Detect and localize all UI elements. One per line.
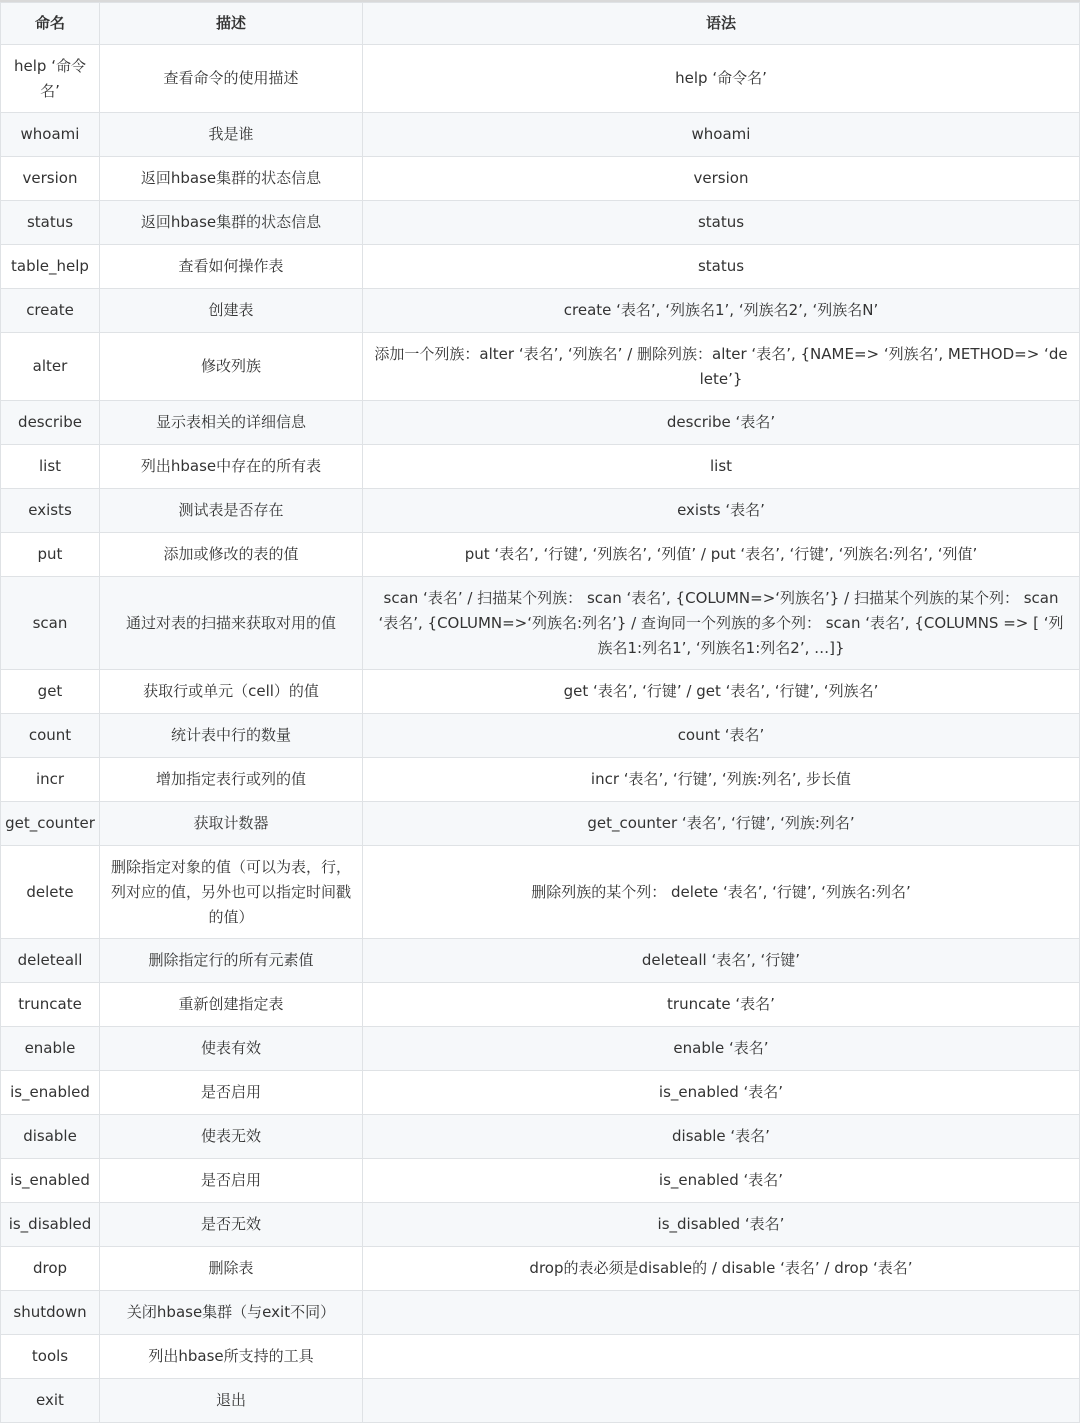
cell-syntax: count ‘表名’	[363, 714, 1080, 758]
table-row	[1, 245, 1080, 289]
cell-command-name: get_counter	[1, 802, 100, 846]
table-row	[1, 802, 1080, 846]
cell-description: 显示表相关的详细信息	[100, 401, 363, 445]
table-row	[1, 45, 1080, 113]
header-name: 命名	[1, 3, 100, 45]
cell-command-name: version	[1, 157, 100, 201]
cell-syntax: is_enabled ‘表名’	[363, 1071, 1080, 1115]
cell-syntax: create ‘表名’, ‘列族名1’, ‘列族名2’, ‘列族名N’	[363, 289, 1080, 333]
table-row	[1, 670, 1080, 714]
table-row	[1, 1291, 1080, 1335]
table-row	[1, 533, 1080, 577]
cell-syntax: scan ‘表名’ / 扫描某个列族： scan ‘表名’, {COLUMN=>‘列族名’} / 扫描某个列族的某个列： scan ‘表名’, {COLUMN=>‘列族名:列名’} / 查询同一个列族的多个列： scan ‘表名’, {COLUMNS => [ ‘列族名1:列名1’, ‘列族名1:列名2’, …]}	[363, 577, 1080, 670]
cell-command-name: deleteall	[1, 939, 100, 983]
cell-command-name: create	[1, 289, 100, 333]
cell-description: 查看命令的使用描述	[100, 45, 363, 113]
cell-description: 退出	[100, 1379, 363, 1423]
cell-command-name: tools	[1, 1335, 100, 1379]
table-row	[1, 1247, 1080, 1291]
cell-command-name: alter	[1, 333, 100, 401]
cell-command-name: put	[1, 533, 100, 577]
header-description: 描述	[100, 3, 363, 45]
cell-syntax: incr ‘表名’, ‘行键’, ‘列族:列名’, 步长值	[363, 758, 1080, 802]
cell-description: 通过对表的扫描来获取对用的值	[100, 577, 363, 670]
cell-description: 列出hbase中存在的所有表	[100, 445, 363, 489]
cell-description: 返回hbase集群的状态信息	[100, 157, 363, 201]
cell-command-name: get	[1, 670, 100, 714]
table-row	[1, 333, 1080, 401]
cell-command-name: status	[1, 201, 100, 245]
table-row	[1, 489, 1080, 533]
cell-command-name: shutdown	[1, 1291, 100, 1335]
cell-syntax: help ‘命令名’	[363, 45, 1080, 113]
cell-description: 添加或修改的表的值	[100, 533, 363, 577]
cell-description: 修改列族	[100, 333, 363, 401]
cell-syntax: enable ‘表名’	[363, 1027, 1080, 1071]
cell-syntax: exists ‘表名’	[363, 489, 1080, 533]
table-row	[1, 289, 1080, 333]
cell-description: 统计表中行的数量	[100, 714, 363, 758]
table-row	[1, 201, 1080, 245]
cell-description: 测试表是否存在	[100, 489, 363, 533]
table-row	[1, 1159, 1080, 1203]
table-row	[1, 1379, 1080, 1423]
cell-description: 是否无效	[100, 1203, 363, 1247]
cell-syntax: status	[363, 245, 1080, 289]
cell-command-name: exists	[1, 489, 100, 533]
cell-command-name: whoami	[1, 113, 100, 157]
cell-description: 删除指定行的所有元素值	[100, 939, 363, 983]
cell-command-name: describe	[1, 401, 100, 445]
cell-description: 关闭hbase集群（与exit不同）	[100, 1291, 363, 1335]
cell-description: 是否启用	[100, 1071, 363, 1115]
table-header-row	[1, 3, 1080, 45]
cell-description: 删除表	[100, 1247, 363, 1291]
cell-syntax: is_enabled ‘表名’	[363, 1159, 1080, 1203]
table-row	[1, 846, 1080, 939]
cell-description: 获取行或单元（cell）的值	[100, 670, 363, 714]
cell-command-name: drop	[1, 1247, 100, 1291]
cell-command-name: table_help	[1, 245, 100, 289]
cell-description: 创建表	[100, 289, 363, 333]
cell-description: 使表无效	[100, 1115, 363, 1159]
cell-syntax: drop的表必须是disable的 / disable ‘表名’ / drop ‘表名’	[363, 1247, 1080, 1291]
cell-syntax: get_counter ‘表名’, ‘行键’, ‘列族:列名’	[363, 802, 1080, 846]
cell-syntax: version	[363, 157, 1080, 201]
cell-command-name: enable	[1, 1027, 100, 1071]
cell-command-name: help ‘命令名’	[1, 45, 100, 113]
table-row	[1, 577, 1080, 670]
table-row	[1, 714, 1080, 758]
cell-syntax: is_disabled ‘表名’	[363, 1203, 1080, 1247]
cell-syntax	[363, 1379, 1080, 1423]
table-body	[1, 45, 1080, 1423]
header-syntax: 语法	[363, 3, 1080, 45]
cell-syntax: whoami	[363, 113, 1080, 157]
cell-description: 是否启用	[100, 1159, 363, 1203]
table-row	[1, 113, 1080, 157]
cell-command-name: is_disabled	[1, 1203, 100, 1247]
cell-syntax: truncate ‘表名’	[363, 983, 1080, 1027]
table-row	[1, 1335, 1080, 1379]
cell-syntax: 添加一个列族：alter ‘表名’, ‘列族名’ / 删除列族：alter ‘表名’, {NAME=> ‘列族名’, METHOD=> ‘delete’}	[363, 333, 1080, 401]
table-row	[1, 983, 1080, 1027]
cell-command-name: exit	[1, 1379, 100, 1423]
cell-description: 获取计数器	[100, 802, 363, 846]
cell-command-name: scan	[1, 577, 100, 670]
cell-syntax: describe ‘表名’	[363, 401, 1080, 445]
cell-syntax: disable ‘表名’	[363, 1115, 1080, 1159]
cell-command-name: disable	[1, 1115, 100, 1159]
table-row	[1, 1115, 1080, 1159]
cell-command-name: truncate	[1, 983, 100, 1027]
cell-syntax: 删除列族的某个列： delete ‘表名’, ‘行键’, ‘列族名:列名’	[363, 846, 1080, 939]
table-row	[1, 1071, 1080, 1115]
cell-description: 列出hbase所支持的工具	[100, 1335, 363, 1379]
cell-description: 使表有效	[100, 1027, 363, 1071]
table-row	[1, 1027, 1080, 1071]
cell-command-name: list	[1, 445, 100, 489]
cell-syntax: get ‘表名’, ‘行键’ / get ‘表名’, ‘行键’, ‘列族名’	[363, 670, 1080, 714]
cell-command-name: is_enabled	[1, 1071, 100, 1115]
cell-syntax	[363, 1291, 1080, 1335]
cell-command-name: incr	[1, 758, 100, 802]
cell-description: 删除指定对象的值（可以为表，行，列对应的值，另外也可以指定时间戳的值）	[100, 846, 363, 939]
cell-description: 重新创建指定表	[100, 983, 363, 1027]
cell-description: 我是谁	[100, 113, 363, 157]
cell-command-name: count	[1, 714, 100, 758]
cell-command-name: delete	[1, 846, 100, 939]
cell-command-name: is_enabled	[1, 1159, 100, 1203]
cell-description: 查看如何操作表	[100, 245, 363, 289]
cell-description: 返回hbase集群的状态信息	[100, 201, 363, 245]
cell-description: 增加指定表行或列的值	[100, 758, 363, 802]
table-row	[1, 939, 1080, 983]
cell-syntax: list	[363, 445, 1080, 489]
hbase-commands-table	[0, 2, 1080, 1423]
cell-syntax: put ‘表名’, ‘行键’, ‘列族名’, ‘列值’ / put ‘表名’, ‘行键’, ‘列族名:列名’, ‘列值’	[363, 533, 1080, 577]
table-row	[1, 1203, 1080, 1247]
table-row	[1, 157, 1080, 201]
table-row	[1, 445, 1080, 489]
cell-syntax	[363, 1335, 1080, 1379]
table-row	[1, 758, 1080, 802]
cell-syntax: deleteall ‘表名’, ‘行键’	[363, 939, 1080, 983]
table-row	[1, 401, 1080, 445]
cell-syntax: status	[363, 201, 1080, 245]
